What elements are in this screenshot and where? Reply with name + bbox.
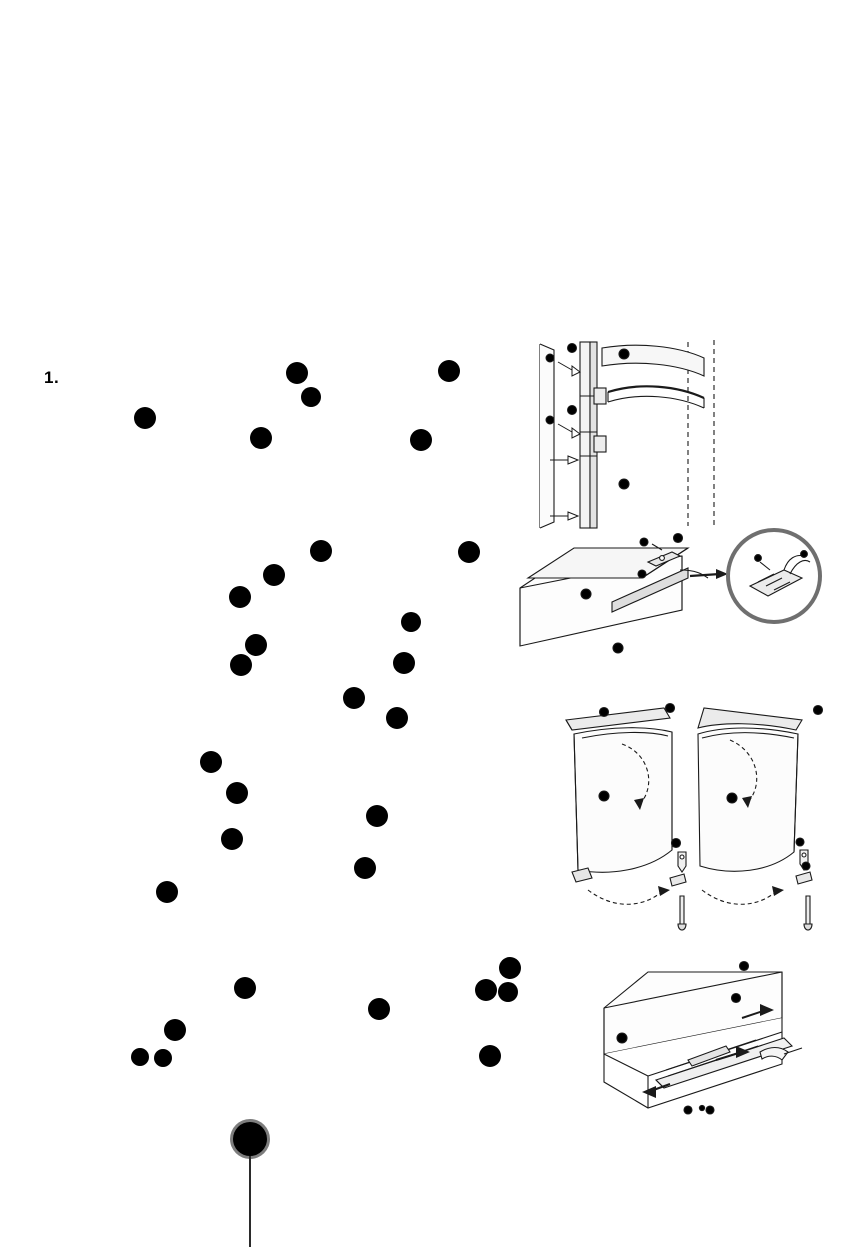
redacted-text-blob <box>229 586 251 608</box>
refrigerator-door-hinge-screws-diagram <box>528 336 828 536</box>
redacted-text-blob <box>156 881 178 903</box>
redacted-text-blob <box>286 362 308 384</box>
redacted-text-blob <box>479 1045 501 1067</box>
refrigerator-top-panel-wiring-detail-diagram <box>512 528 832 680</box>
redacted-text-blob <box>250 427 272 449</box>
redacted-text-blob <box>131 1048 149 1066</box>
redacted-text-blob <box>301 387 321 407</box>
redacted-text-blob <box>221 828 243 850</box>
redacted-text-blob <box>498 982 518 1002</box>
redacted-text-blob <box>475 979 497 1001</box>
redacted-text-blob <box>263 564 285 586</box>
redacted-text-blob <box>410 429 432 451</box>
redacted-text-blob <box>234 977 256 999</box>
step-number: 1. <box>44 368 60 387</box>
redacted-text-blob <box>310 540 332 562</box>
redacted-text-blob <box>368 998 390 1020</box>
redacted-text-blob <box>245 634 267 656</box>
redacted-text-blob <box>458 541 480 563</box>
redacted-text-blob <box>164 1019 186 1041</box>
redacted-text-blob <box>343 687 365 709</box>
redacted-text-blob <box>154 1049 172 1067</box>
refrigerator-door-reversal-diagram <box>552 700 824 952</box>
redacted-text-blob <box>200 751 222 773</box>
redacted-text-blob <box>393 652 415 674</box>
redacted-text-blob <box>226 782 248 804</box>
document-bullet-stem <box>249 1156 251 1247</box>
redacted-text-blob <box>354 857 376 879</box>
redacted-text-blob <box>499 957 521 979</box>
redacted-text-blob <box>386 707 408 729</box>
document-bullet-marker <box>233 1122 267 1156</box>
redacted-text-blob <box>366 805 388 827</box>
redacted-text-blob <box>230 654 252 676</box>
refrigerator-base-plinth-diagram <box>596 956 824 1132</box>
redacted-text-blob <box>401 612 421 632</box>
redacted-text-blob <box>438 360 460 382</box>
redacted-text-blob <box>134 407 156 429</box>
